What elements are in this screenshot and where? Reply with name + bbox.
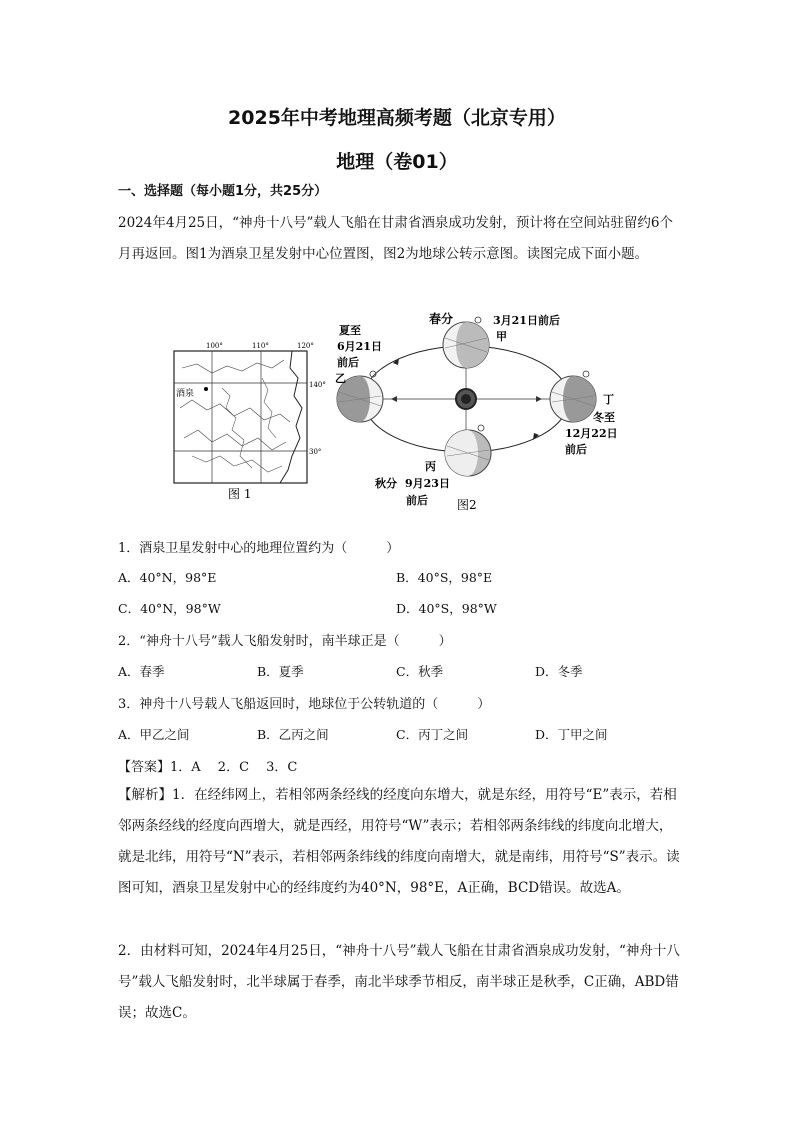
figure-1-caption: 图 1 [228,487,252,501]
question-1-option-a: A．40°N，98°E [118,570,217,585]
lon-label-100: 100° [206,342,223,350]
question-1-stem: 1．酒泉卫星发射中心的地理位置约为（ ） [118,541,400,556]
question-2-option-c: C．秋季 [396,664,444,679]
question-3-stem: 3．神舟十八号载人飞船返回时，地球位于公转轨道的（ ） [118,697,491,712]
label-winter-date2: 前后 [565,443,587,456]
label-yi: 乙 [335,372,346,385]
question-1-option-d: D．40°S，98°W [396,601,497,616]
label-summer-date2: 前后 [337,356,359,369]
question-1-option-b: B．40°S，98°E [396,570,493,585]
question-3-option-b: B．乙丙之间 [257,727,329,742]
label-jia: 甲 [496,330,507,343]
page-title: 2025年中考地理高频考题（北京专用） [228,107,566,129]
label-winter: 冬至 [593,411,615,424]
question-2-option-b: B．夏季 [257,664,304,679]
analysis-paragraph-2: 2．由材料可知，2024年4月25日，“神舟十八号”载人飞船在甘肃省酒泉成功发射，“神舟十八号”载人飞船发射时，北半球属于春季，南北半球季节相反，南半球正是秋季，C正确，ABD错误；故选C。 [118,943,680,1021]
figure-2-orbit [333,310,633,515]
answer-key: 【答案】1．A 2．C 3．C [118,760,298,775]
axis-arrow-right [536,396,542,402]
analysis-paragraph-1: 【解析】1．在经纬网上，若相邻两条经线的经度向东增大，就是东经，用符号“E”表示，若相邻两条经线的经度向西增大，就是西经，用符号“W”表示；若相邻两条纬线的纬度向北增大，就是北纬，用符号“N”表示，若相邻两条纬线的纬度向南增大，就是南纬，用符号“S”表示。读图可知，酒泉卫星发射中心的经纬度约为40°N，98°E，A正确，BCD错误。故选A。 [118,787,680,896]
lon-label-110: 110° [252,342,269,350]
page-subtitle: 地理（卷01） [336,151,458,173]
sun-core [461,394,471,404]
question-3-option-a: A．甲乙之间 [118,727,190,742]
earth-ding [550,371,596,422]
figure-1-map [172,338,326,503]
label-autumn-date2: 前后 [406,494,428,507]
label-autumn-date: 9月23日 [405,477,450,490]
label-bing: 丙 [425,460,436,473]
question-1-option-c: C．40°N，98°W [118,601,221,616]
label-summer: 夏至 [339,324,361,337]
label-spring-date: 3月21日前后 [493,314,560,327]
figure-2-caption: 图2 [457,498,477,512]
label-ding: 丁 [603,393,614,406]
jiuquan-marker [204,387,208,391]
question-2-option-d: D．冬季 [535,664,583,679]
label-summer-date: 6月21日 [337,340,382,353]
question-3-option-c: C．丙丁之间 [396,727,469,742]
intro-paragraph: 2024年4月25日，“神舟十八号”载人飞船在甘肃省酒泉成功发射，预计将在空间站驻留约6个月再返回。图1为酒泉卫星发射中心位置图，图2为地球公转示意图。读图完成下面小题。 [118,215,674,262]
lat-label-40: 140° [309,381,326,389]
question-3-option-d: D．丁甲之间 [535,727,608,742]
earth-bing [445,425,491,476]
label-winter-date: 12月22日 [565,427,618,440]
question-2-stem: 2．“神舟十八号”载人飞船发射时，南半球正是（ ） [118,634,452,649]
section-heading: 一、选择题（每小题1分，共25分） [118,184,328,199]
question-2-option-a: A．春季 [118,664,165,679]
label-spring: 春分 [429,312,454,326]
city-label: 酒泉 [176,389,195,399]
lat-label-30: 30° [309,448,322,456]
label-autumn: 秋分 [375,477,397,490]
lon-label-120: 120° [297,342,314,350]
axis-arrow-left [391,396,397,402]
